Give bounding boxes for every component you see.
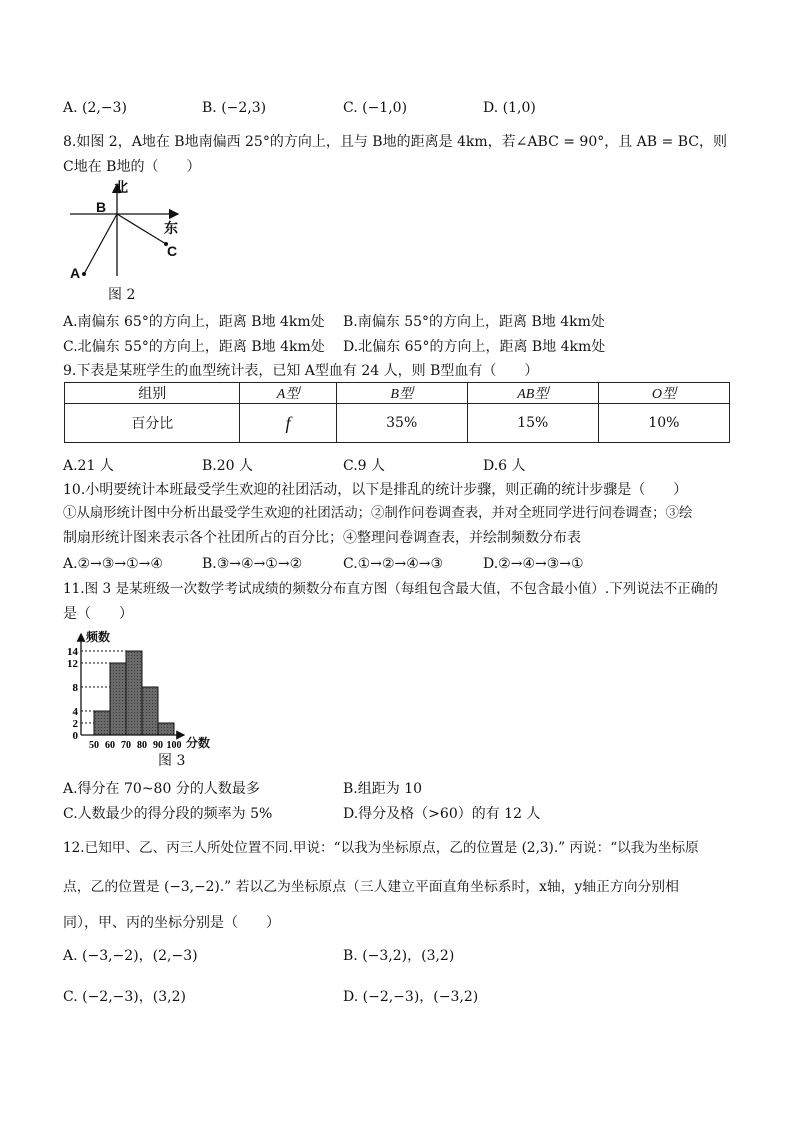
histogram-x-tick: 60 [105, 740, 115, 751]
histogram-x-tick: 90 [153, 740, 163, 751]
q8-option-b: B.南偏东 55°的方向上，距离 B地 4km处 [343, 314, 605, 330]
figure-3-caption: 图 3 [158, 753, 186, 769]
table-header-a: A型 [240, 383, 336, 404]
figure-2-caption: 图 2 [108, 287, 136, 303]
table-cell-o: 10% [598, 404, 729, 443]
histogram-y-tick: 4 [72, 706, 78, 718]
histogram-y-tick: 2 [72, 718, 78, 730]
q8-option-d: D.北偏东 65°的方向上，距离 B地 4km处 [343, 339, 606, 355]
segment-ba [84, 214, 117, 274]
q8-stem-line1: 8.如图 2，A地在 B地南偏西 25°的方向上，且与 B地的距离是 4km，若∠ABC = 90°，且 AB = BC，则 [63, 134, 727, 150]
figure-3-histogram [62, 628, 222, 772]
q8-stem-line2: C地在 B地的（ ） [63, 159, 201, 175]
histogram-y-tick: 8 [72, 682, 78, 694]
q7-option-c: C. (−1,0) [343, 100, 408, 116]
q11-stem-line2: 是（ ） [63, 606, 133, 622]
q12-option-a: A. (−3,−2)，(2,−3) [63, 948, 198, 964]
q10-option-b: B.③→④→①→② [202, 556, 303, 572]
q10-stem: 10.小明要统计本班最受学生欢迎的社团活动，以下是排乱的统计步骤，则正确的统计步骤是（ ） [63, 482, 688, 498]
point-c-label: C [167, 243, 178, 259]
q11-option-d: D.得分及格（>60）的有 12 人 [343, 806, 541, 822]
q7-option-a: A. (2,−3) [63, 100, 127, 116]
q7-option-d: D. (1,0) [483, 100, 536, 116]
q11-option-c: C.人数最少的得分段的频率为 5% [63, 806, 273, 822]
segment-bc [117, 214, 166, 244]
table-header-o: O型 [598, 383, 729, 404]
q10-steps-line2: 制扇形统计图来表示各个社团所占的百分比；④整理问卷调查表，并绘制频数分布表 [63, 530, 581, 546]
q12-stem-line3: 同），甲、丙的坐标分别是（ ） [63, 915, 280, 931]
table-cell-a: f [240, 404, 336, 443]
histogram-x-tick: 80 [137, 740, 147, 751]
point-b-label: B [96, 199, 107, 215]
point-a-label: A [70, 265, 81, 281]
histogram-y-tick: 12 [67, 658, 78, 670]
q12-option-d: D. (−2,−3)，(−3,2) [343, 989, 479, 1005]
q9-option-a: A.21 人 [63, 458, 114, 474]
q10-option-a: A.②→③→①→④ [63, 556, 163, 572]
histogram-x-tick: 50 [89, 740, 99, 751]
histogram-bar-60-70 [110, 663, 126, 735]
east-label: 东 [164, 221, 178, 237]
q11-stem-line1: 11.图 3 是某班级一次数学考试成绩的频数分布直方图（每组包含最大值，不包含最小值）.下列说法不正确的 [63, 581, 718, 597]
q9-option-b: B.20 人 [202, 458, 254, 474]
table-cell-b: 35% [336, 404, 467, 443]
q12-option-c: C. (−2,−3)，(3,2) [63, 989, 186, 1005]
q9-stem: 9.下表是某班学生的血型统计表，已知 A型血有 24 人，则 B型血有（ ） [63, 363, 539, 379]
q10-steps-line1: ①从扇形统计图中分析出最受学生欢迎的社团活动；②制作问卷调查表，并对全班同学进行问卷调查；③绘 [63, 506, 693, 521]
q7-option-b: B. (−2,3) [202, 100, 267, 116]
blood-type-table [64, 382, 730, 443]
table-cell-ab: 15% [467, 404, 598, 443]
table-header-ab: AB型 [467, 383, 598, 404]
q8-option-a: A.南偏东 65°的方向上，距离 B地 4km处 [63, 314, 325, 330]
q10-option-d: D.②→④→③→① [483, 556, 584, 572]
q9-option-c: C.9 人 [343, 458, 386, 474]
table-header-b: B型 [336, 383, 467, 404]
histogram-bar-80-90 [142, 687, 158, 735]
figure-2-direction-diagram [62, 180, 192, 305]
histogram-y-tick: 14 [67, 646, 78, 658]
histogram-bar-50-60 [94, 711, 110, 735]
q12-stem-line2: 点，乙的位置是 (−3,−2).” 若以乙为坐标原点（三人建立平面直角坐标系时，x轴，y轴正方向分别相 [63, 879, 679, 895]
histogram-y-tick: 0 [72, 730, 78, 742]
histogram-ylabel: 频数 [86, 630, 111, 644]
q11-option-b: B.组距为 10 [343, 781, 423, 797]
histogram-bar-90-100 [158, 723, 174, 735]
table-header-group: 组别 [65, 383, 240, 404]
q12-stem-line1: 12.已知甲、乙、丙三人所处位置不同.甲说：“以我为坐标原点，乙的位置是 (2,3).” 丙说：“以我为坐标原 [63, 840, 699, 856]
histogram-bar-70-80 [126, 651, 142, 735]
q12-option-b: B. (−3,2)，(3,2) [343, 948, 455, 964]
north-label: 北 [114, 180, 128, 196]
histogram-xlabel: 分数 [186, 736, 211, 750]
q9-option-d: D.6 人 [483, 458, 526, 474]
point-a-dot [82, 272, 86, 276]
q8-option-c: C.北偏东 55°的方向上，距离 B地 4km处 [63, 339, 325, 355]
q11-option-a: A.得分在 70~80 分的人数最多 [63, 781, 260, 797]
table-cell-percent-label: 百分比 [65, 404, 240, 443]
q10-option-c: C.①→②→④→③ [343, 556, 444, 572]
histogram-x-tick: 100 [166, 740, 182, 751]
histogram-x-tick: 70 [121, 740, 131, 751]
